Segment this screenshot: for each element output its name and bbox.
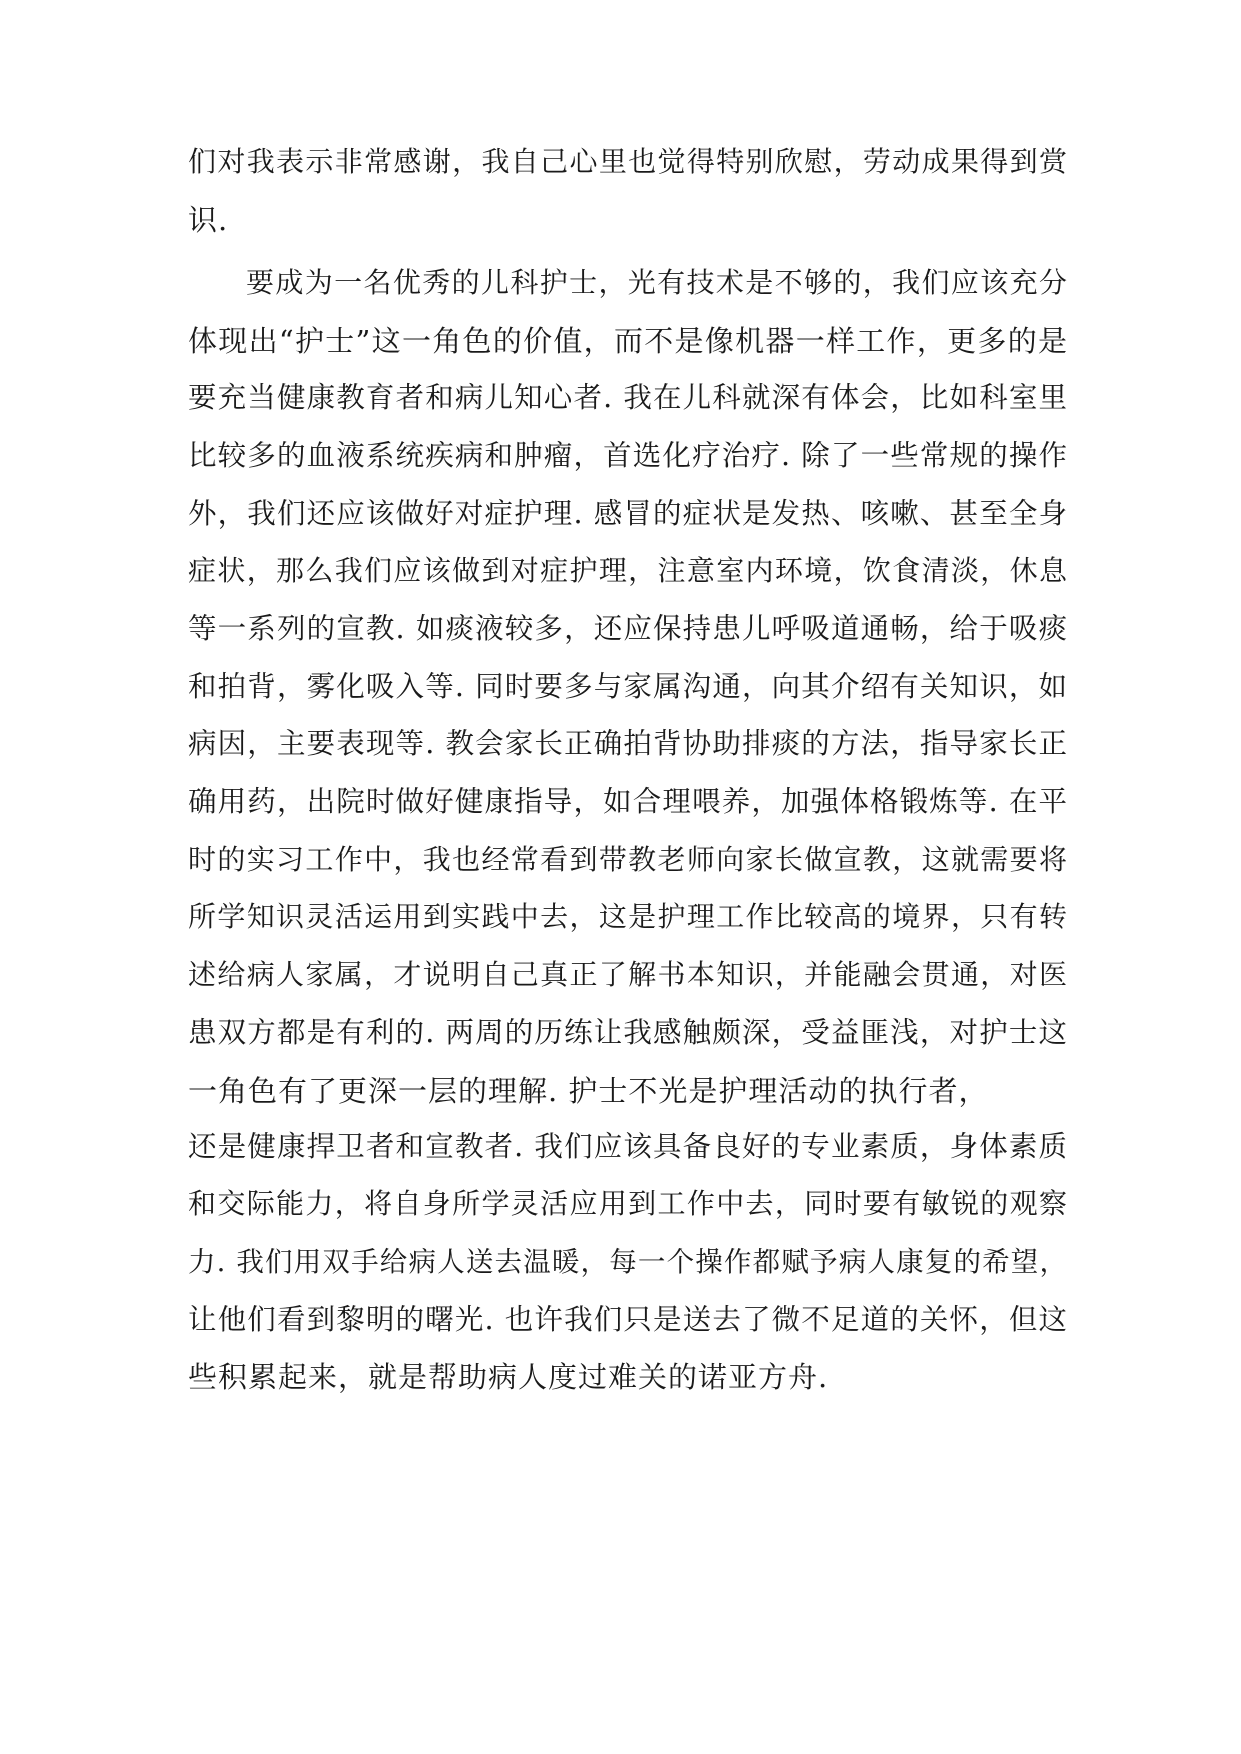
text-line: 时的实习工作中，我也经常看到带教老师向家长做宣教，这就需要将 [188, 843, 1068, 876]
text-line: 还是健康捍卫者和宣教者. 我们应该具备良好的专业素质，身体素质 [188, 1130, 1068, 1163]
text-line: 和交际能力，将自身所学灵活应用到工作中去，同时要有敏锐的观察 [188, 1187, 1068, 1220]
text-line: 症状，那么我们应该做到对症护理，注意室内环境，饮食清淡，休息 [188, 554, 1068, 587]
text-line: 病因，主要表现等. 教会家长正确拍背协助排痰的方法，指导家长正 [188, 727, 1068, 760]
text-line: 让他们看到黎明的曙光. 也许我们只是送去了微不足道的关怀，但这 [188, 1303, 1068, 1336]
text-line: 比较多的血液系统疾病和肿瘤，首选化疗治疗. 除了一些常规的操作 [188, 439, 1068, 472]
paragraph-first-line: 要成为一名优秀的儿科护士，光有技术是不够的，我们应该充分 [246, 266, 1068, 299]
text-line: 述给病人家属，才说明自己真正了解书本知识，并能融会贯通，对医 [188, 958, 1068, 991]
text-line: 们对我表示非常感谢，我自己心里也觉得特别欣慰，劳动成果得到赏 [188, 145, 1068, 178]
text-line: 识. [188, 203, 229, 237]
text-line: 些积累起来，就是帮助病人度过难关的诺亚方舟. [188, 1360, 829, 1394]
text-line: 体现出“护士”这一角色的价值，而不是像机器一样工作，更多的是 [188, 324, 1068, 358]
text-line: 患双方都是有利的. 两周的历练让我感触颇深，受益匪浅，对护士这 [188, 1016, 1068, 1049]
text-line: 一角色有了更深一层的理解. 护士不光是护理活动的执行者， [188, 1074, 989, 1108]
text-line: 等一系列的宣教. 如痰液较多，还应保持患儿呼吸道通畅，给于吸痰 [188, 612, 1068, 645]
text-line: 确用药，出院时做好健康指导，如合理喂养，加强体格锻炼等. 在平 [188, 785, 1068, 818]
text-line: 和拍背，雾化吸入等. 同时要多与家属沟通，向其介绍有关知识，如 [188, 670, 1068, 703]
text-line: 要充当健康教育者和病儿知心者. 我在儿科就深有体会，比如科室里 [188, 381, 1068, 414]
text-line: 力. 我们用双手给病人送去温暖，每一个操作都赋予病人康复的希望， [188, 1246, 1068, 1278]
text-line: 外，我们还应该做好对症护理. 感冒的症状是发热、咳嗽、甚至全身 [188, 497, 1068, 530]
text-line: 所学知识灵活运用到实践中去，这是护理工作比较高的境界，只有转 [188, 900, 1068, 933]
